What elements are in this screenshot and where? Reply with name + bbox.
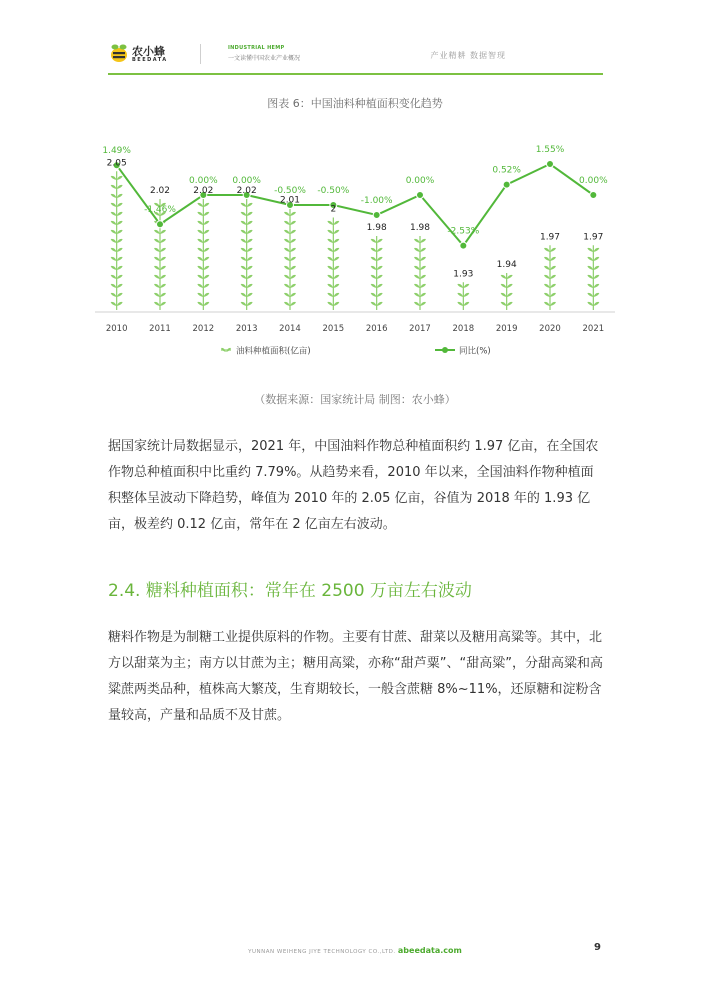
header-rule bbox=[108, 73, 603, 75]
x-tick-label: 2020 bbox=[539, 324, 561, 334]
paragraph-oilseed: 据国家统计局数据显示，2021 年，中国油料作物总种植面积约 1.97 亿亩，在全国农作物总种植面积中比重约 7.79%。从趋势来看，2010 年以来，全国油料作物种植面积整体呈波动下降趋势，峰值为 2010 年的 2.05 亿亩，谷值为 2018 年的 1.93 亿亩，极差约 0.12 亿亩，常年在 2 亿亩左右波动。 bbox=[108, 439, 599, 532]
footer-website-link[interactable]: abeedata.com bbox=[397, 946, 462, 955]
bar-value-label: 1.98 bbox=[366, 223, 387, 233]
x-tick-label: 2014 bbox=[279, 324, 301, 334]
oilseed-area-chart bbox=[95, 125, 615, 365]
bar-2012 bbox=[197, 199, 209, 310]
x-tick-label: 2019 bbox=[495, 324, 518, 334]
yoy-value-label: 0.00% bbox=[189, 176, 218, 186]
x-tick-label: 2021 bbox=[582, 324, 605, 334]
line-marker-icon bbox=[442, 347, 448, 353]
x-tick-label: 2013 bbox=[235, 324, 258, 334]
yoy-point-2018 bbox=[460, 242, 467, 249]
header-slogan: 产业精耕 数据智现 bbox=[430, 51, 506, 60]
bar-value-label: 1.97 bbox=[539, 232, 561, 243]
page-header bbox=[0, 0, 710, 76]
footer-company: YUNNAN WEIHENG JIYE TECHNOLOGY CO.,LTD. bbox=[248, 949, 396, 955]
bar-2015 bbox=[327, 218, 339, 311]
x-tick-label: 2010 bbox=[105, 324, 128, 334]
chart-source-note: （数据来源：国家统计局 制图：农小蜂） bbox=[254, 393, 456, 406]
yoy-point-2016 bbox=[373, 212, 380, 219]
bar-2020 bbox=[544, 245, 556, 310]
page-number: 9 bbox=[594, 942, 601, 953]
yoy-value-label: 0.00% bbox=[579, 176, 608, 186]
yoy-point-2017 bbox=[417, 192, 424, 199]
x-tick-label: 2016 bbox=[365, 324, 388, 334]
x-tick-label: 2012 bbox=[192, 324, 215, 334]
x-tick-label: 2015 bbox=[322, 324, 345, 334]
bar-2017 bbox=[414, 236, 426, 310]
x-tick-label: 2018 bbox=[452, 324, 475, 334]
header-chinese-subtitle: 一文读懂中国农业产业概况 bbox=[228, 55, 301, 62]
yoy-value-label: -1.46% bbox=[144, 205, 176, 216]
brand-logo bbox=[108, 42, 188, 68]
yoy-value-label: -0.50% bbox=[317, 186, 350, 196]
page-footer bbox=[0, 946, 710, 955]
bar-2013 bbox=[241, 199, 253, 310]
bar-2011 bbox=[154, 199, 166, 310]
bar-value-label: 2.01 bbox=[279, 195, 301, 206]
bar-value-label: 2 bbox=[330, 204, 337, 215]
chart-title: 图表 6：中国油料种植面积变化趋势 bbox=[267, 97, 443, 110]
yoy-value-label: -0.50% bbox=[274, 186, 306, 196]
yoy-point-2019 bbox=[503, 181, 510, 188]
bar-2018 bbox=[457, 282, 469, 310]
legend-item-area bbox=[221, 346, 311, 357]
bar-value-label: 2.02 bbox=[236, 186, 257, 196]
bar-value-label: 2.02 bbox=[193, 186, 214, 196]
yoy-value-label: 0.00% bbox=[405, 176, 435, 186]
bar-value-label: 2.05 bbox=[106, 158, 127, 169]
yoy-point-2020 bbox=[547, 161, 554, 168]
header-english-title: INDUSTRIAL HEMP bbox=[228, 45, 285, 51]
yoy-point-2011 bbox=[157, 221, 164, 228]
yoy-value-label: -1.00% bbox=[360, 196, 393, 206]
header-divider bbox=[200, 44, 201, 64]
yoy-value-label: -2.53% bbox=[447, 226, 480, 237]
yoy-point-2021 bbox=[590, 192, 597, 199]
paragraph-sugar-crops: 糖料作物是为制糖工业提供原料的作物。主要有甘蔗、甜菜以及糖用高粱等。其中，北方以甜菜为主；南方以甘蔗为主；糖用高粱，亦称“甜芦粟”、“甜高粱”，分甜高粱和高粱蔗两类品种，植株高大繁茂，生育期较长，一般含蔗糖 8%~11%，还原糖和淀粉含量较高，产量和品质不及甘蔗。 bbox=[108, 630, 603, 723]
legend-label: 同比(%) bbox=[459, 346, 491, 357]
bar-2016 bbox=[371, 236, 383, 310]
legend-label: 油料种植面积(亿亩) bbox=[236, 346, 311, 357]
bar-value-label: 1.97 bbox=[583, 232, 604, 243]
x-tick-label: 2017 bbox=[409, 324, 431, 334]
yoy-value-label: 1.55% bbox=[535, 145, 565, 155]
bar-value-label: 1.94 bbox=[496, 260, 517, 270]
brand-subname: BEEDATA bbox=[132, 57, 168, 63]
bar-value-label: 1.93 bbox=[453, 269, 474, 280]
yoy-value-label: 1.49% bbox=[102, 146, 131, 157]
x-tick-label: 2011 bbox=[149, 324, 171, 334]
brand-name: 农小蜂 bbox=[132, 45, 165, 58]
bar-2014 bbox=[284, 208, 296, 310]
section-heading-sugar-crops: 2.4. 糖料种植面积：常年在 2500 万亩左右波动 bbox=[108, 581, 472, 601]
legend-item-yoy bbox=[435, 346, 491, 357]
bar-2019 bbox=[501, 273, 513, 310]
bar-value-label: 1.98 bbox=[409, 223, 431, 233]
yoy-value-label: 0.00% bbox=[232, 176, 261, 186]
bar-value-label: 2.02 bbox=[149, 186, 171, 196]
bee-icon bbox=[108, 42, 130, 64]
bar-2010 bbox=[111, 171, 123, 310]
yoy-value-label: 0.52% bbox=[492, 165, 521, 176]
bar-2021 bbox=[587, 245, 599, 310]
